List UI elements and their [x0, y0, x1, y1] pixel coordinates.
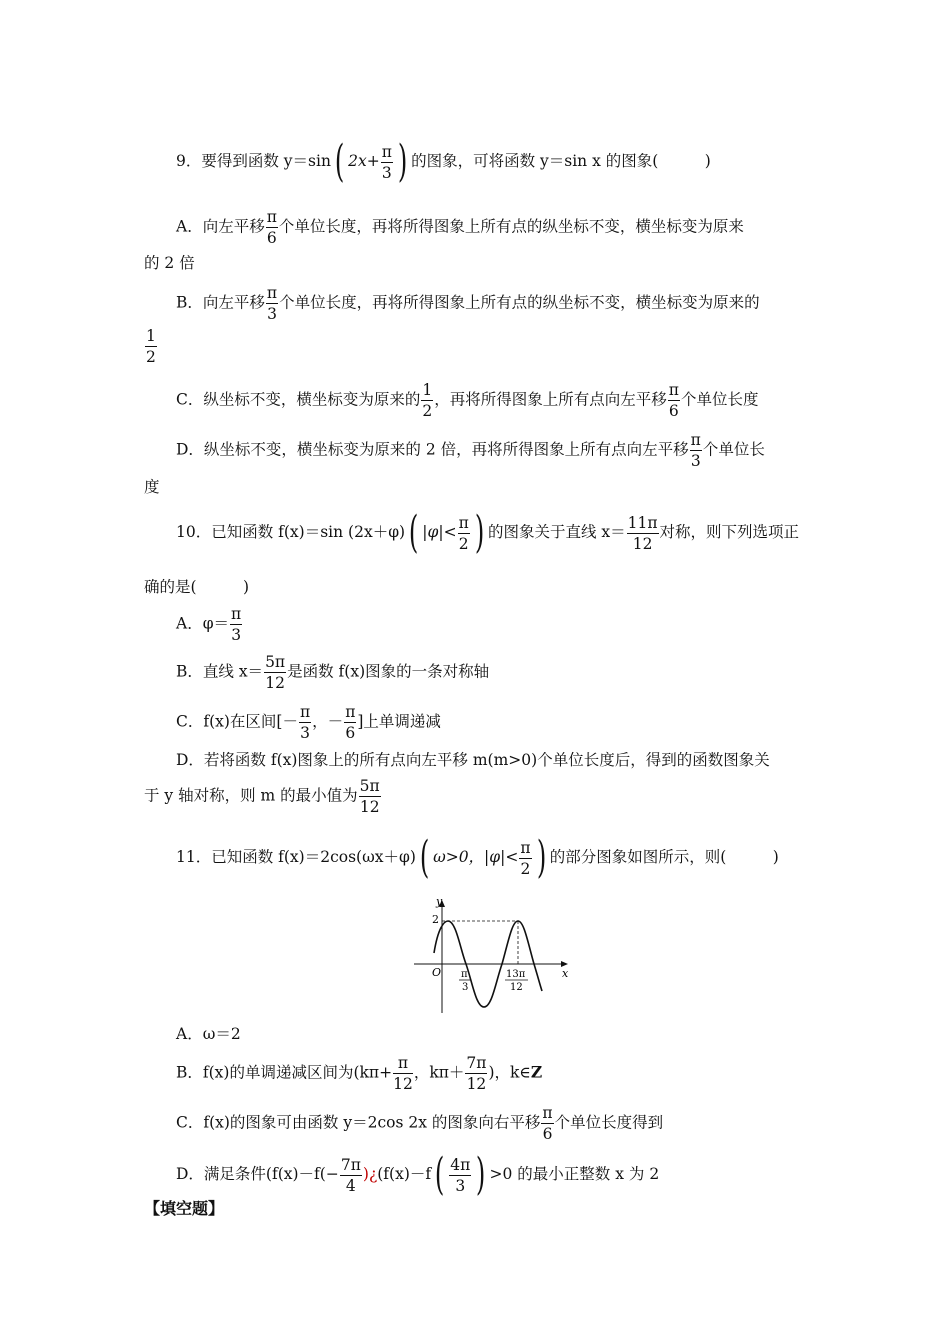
- q11-option-c: C．f(x)的图象可由函数 y＝2cos 2x 的图象向右平移 $\frac{\pi}{6}$ 个单位长度得到: [176, 1104, 664, 1143]
- fraction: $\frac{1}{2}$: [146, 327, 156, 366]
- fraction: $\frac{5\pi}{12}$: [359, 777, 380, 816]
- x-tick2-numerator: 13π: [506, 969, 526, 980]
- q10-option-a: A．φ＝ $\frac{\pi}{3}$: [176, 605, 242, 644]
- fraction: $\frac{\pi}{12}$: [393, 1054, 413, 1093]
- fraction: $\frac{5\pi}{12}$: [265, 653, 286, 692]
- fraction: $\frac{\pi}{6}$: [266, 208, 277, 247]
- left-paren: (: [434, 1149, 445, 1200]
- q9-option-d-cont: 度: [144, 478, 160, 496]
- x-tick1-denominator: 3: [462, 982, 469, 993]
- left-paren: (: [419, 832, 430, 883]
- q9-option-d: D．纵坐标不变，横坐标变为原来的 2 倍，再将所得图象上所有点向左平移 $\frac{\pi}{3}$ 个单位长: [176, 431, 765, 470]
- fraction: $\frac{\pi}{6}$: [668, 381, 679, 420]
- fraction: $\frac{\pi}{3}$: [690, 431, 701, 470]
- y-axis-label: y: [436, 895, 443, 908]
- q10-option-d: D．若将函数 f(x)图象上的所有点向左平移 m(m>0)个单位长度后，得到的函数图象关: [176, 751, 770, 769]
- fraction: $\frac{1}{2}$: [422, 381, 433, 420]
- origin-label: O: [432, 966, 442, 979]
- x-axis-label: x: [562, 967, 569, 980]
- q11-option-d: D．满足条件(f(x)－f(− $\frac{7\pi}{4}$ )¿(f(x)－f( $\frac{4\pi}{3}$ ) >0 的最小正整数 x 为 2: [176, 1149, 660, 1200]
- fraction: $\frac{\pi}{3}$: [299, 703, 311, 742]
- q10-option-b: B．直线 x＝ $\frac{5\pi}{12}$ 是函数 f(x)图象的一条对称轴: [176, 653, 490, 692]
- cosine-graph: [408, 893, 573, 1018]
- section-heading: 【填空题】: [144, 1199, 225, 1218]
- q9-option-a: A．向左平移 $\frac{\pi}{6}$ 个单位长度，再将所得图象上所有点的纵坐标不变，横坐标变为原来: [176, 208, 744, 247]
- fraction: $\frac{\pi}{3}$: [231, 605, 242, 644]
- q9-stem: [176, 136, 711, 187]
- x-tick2-denominator: 12: [510, 982, 523, 993]
- fraction: $\frac{\pi}{3}$: [266, 284, 278, 323]
- q9-option-b-cont: [144, 326, 158, 367]
- q9-option-a-cont: 的 2 倍: [144, 254, 195, 272]
- right-paren: ): [536, 832, 546, 883]
- q10-stem: 10．已知函数 f(x)＝sin (2x＋φ)( |φ|< $\frac{\pi}{2}$ ) 的图象关于直线 x＝ $\frac{11\pi}{12}$ 对称，则下列选项正: [176, 507, 800, 558]
- y-tick-label: 2: [432, 913, 439, 926]
- fraction: $\frac{7\pi}{12}$: [466, 1054, 487, 1093]
- q10-option-d-cont: 于 y 轴对称，则 m 的最小值为 $\frac{5\pi}{12}$: [144, 777, 380, 816]
- q11-option-a: A．ω＝2: [176, 1025, 241, 1043]
- fraction: $\frac{\pi}{6}$: [345, 703, 356, 742]
- right-paren: ): [474, 507, 485, 558]
- fraction: $\frac{\pi}{2}$: [520, 838, 531, 878]
- right-paren: ): [476, 1149, 486, 1200]
- left-paren: (: [334, 136, 345, 187]
- q10-stem-cont: 确的是( ): [144, 578, 250, 596]
- fraction: $\frac{\pi}{3}$: [381, 142, 392, 182]
- fraction: $\frac{7\pi}{4}$: [340, 1155, 361, 1195]
- right-paren: ): [397, 136, 408, 187]
- fraction: $\frac{11\pi}{12}$: [627, 513, 658, 553]
- q9-option-b: B．向左平移 $\frac{\pi}{3}$ 个单位长度，再将所得图象上所有点的纵坐标不变，横坐标变为原来的: [176, 284, 760, 323]
- q9-stem-text: 9．要得到函数 y＝sin: [176, 152, 331, 170]
- q9-stem-inner: 2x+: [348, 152, 380, 170]
- fraction: $\frac{\pi}{2}$: [458, 513, 469, 553]
- left-paren: (: [408, 507, 419, 558]
- q11-option-b: B．f(x)的单调递减区间为(kπ+ $\frac{\pi}{12}$ ，kπ＋ $\frac{7\pi}{12}$ )，k∈Z: [176, 1054, 543, 1093]
- q11-stem: 11．已知函数 f(x)＝2cos(ωx＋φ)( ω>0，|φ|< $\frac{\pi}{2}$ ) 的部分图象如图所示，则( ): [176, 832, 779, 883]
- q9-option-c: C．纵坐标不变，横坐标变为原来的 $\frac{1}{2}$ ，再将所得图象上所有点向左平移 $\frac{\pi}{6}$ 个单位长度: [176, 381, 759, 420]
- fraction: $\frac{4\pi}{3}$: [450, 1155, 471, 1195]
- q10-option-c: C．f(x)在区间[－ $\frac{\pi}{3}$ ，－ $\frac{\pi}{6}$ ]上单调递减: [176, 703, 441, 742]
- q9-stem-tail: 的图象，可将函数 y＝sin x 的图象( ): [411, 152, 711, 170]
- x-tick1-numerator: π: [461, 969, 468, 980]
- fraction: $\frac{\pi}{6}$: [542, 1104, 553, 1143]
